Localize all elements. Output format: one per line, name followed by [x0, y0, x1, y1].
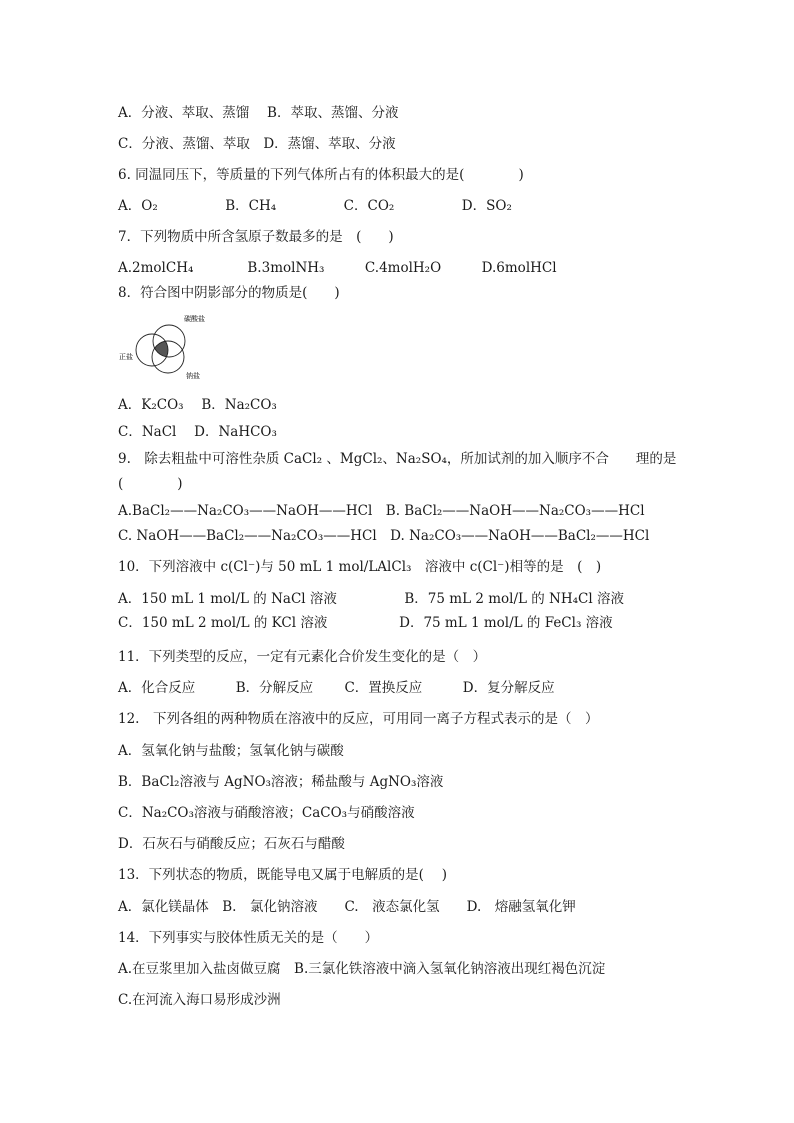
line-27: C.在河流入海口易形成沙洲: [118, 992, 281, 1008]
line-26: A.在豆浆里加入盐卤做豆腐 B.三氯化铁溶液中滴入氢氧化钠溶液出现红褐色沉淀: [118, 961, 606, 977]
venn-label-left: 正盐: [119, 353, 133, 361]
line-6: 8．符合图中阴影部分的物质是( ): [118, 285, 340, 301]
line-19: A．氢氧化钠与盐酸；氢氧化钠与碳酸: [118, 743, 344, 759]
line-18: 12. 下列各组的两种物质在溶液中的反应，可用同一离子方程式表示的是（ ）: [118, 711, 599, 727]
line-23: 13．下列状态的物质，既能导电又属于电解质的是( ): [118, 867, 448, 883]
line-7: A．K₂CO₃ B．Na₂CO₃: [118, 397, 277, 413]
line-13: 10．下列溶液中 c(Cl⁻)与 50 mL 1 mol/LAlCl₃ 溶液中 c(Cl⁻)相等的是 ( ): [118, 559, 602, 575]
line-12: C. NaOH——BaCl₂——Na₂CO₃——HCl D. Na₂CO₃——NaOH——BaCl₂——HCl: [118, 528, 650, 544]
line-9: 9. 除去粗盐中可溶性杂质 CaCl₂ 、MgCl₂、Na₂SO₄，所加试剂的加入顺序不合 理的是: [118, 451, 677, 467]
line-24: A．氯化镁晶体 B. 氯化钠溶液 C. 液态氯化氢 D. 熔融氢氧化钾: [118, 899, 576, 915]
line-8: C．NaCl D．NaHCO₃: [118, 424, 277, 440]
line-10: ( ): [118, 476, 183, 492]
line-3: A．O₂ B．CH₄ C．CO₂ D．SO₂: [118, 198, 512, 214]
line-11: A.BaCl₂——Na₂CO₃——NaOH——HCl B. BaCl₂——NaOH——Na₂CO₃——HCl: [118, 503, 645, 519]
line-17: A．化合反应 B．分解反应 C．置换反应 D．复分解反应: [118, 680, 555, 696]
line-15: C．150 mL 2 mol/L 的 KCl 溶液 D．75 mL 1 mol/L 的 FeCl₃ 溶液: [118, 615, 613, 631]
line-16: 11．下列类型的反应，一定有元素化合价发生变化的是（ ）: [118, 649, 487, 665]
line-22: D．石灰石与硝酸反应；石灰石与醋酸: [118, 836, 345, 852]
line-14: A．150 mL 1 mol/L 的 NaCl 溶液 B．75 mL 2 mol/L 的 NH₄Cl 溶液: [118, 591, 624, 607]
line-0: A．分液、萃取、蒸馏 B．萃取、蒸馏、分液: [118, 105, 399, 121]
line-25: 14．下列事实与胶体性质无关的是（ ）: [118, 930, 379, 946]
line-2: 6. 同温同压下，等质量的下列气体所占有的体积最大的是( ): [118, 167, 524, 183]
line-20: B．BaCl₂溶液与 AgNO₃溶液；稀盐酸与 AgNO₃溶液: [118, 774, 444, 790]
line-21: C．Na₂CO₃溶液与硝酸溶液；CaCO₃与硝酸溶液: [118, 805, 415, 821]
venn-diagram: [118, 312, 218, 382]
line-5: A.2molCH₄ B.3molNH₃ C.4molH₂O D.6molHCl: [118, 260, 557, 276]
line-1: C．分液、蒸馏、萃取 D．蒸馏、萃取、分液: [118, 136, 396, 152]
line-4: 7．下列物质中所含氢原子数最多的是 ( ): [118, 229, 394, 245]
venn-label-top: 碳酸盐: [184, 315, 205, 323]
venn-label-bottom: 钠盐: [186, 372, 200, 380]
